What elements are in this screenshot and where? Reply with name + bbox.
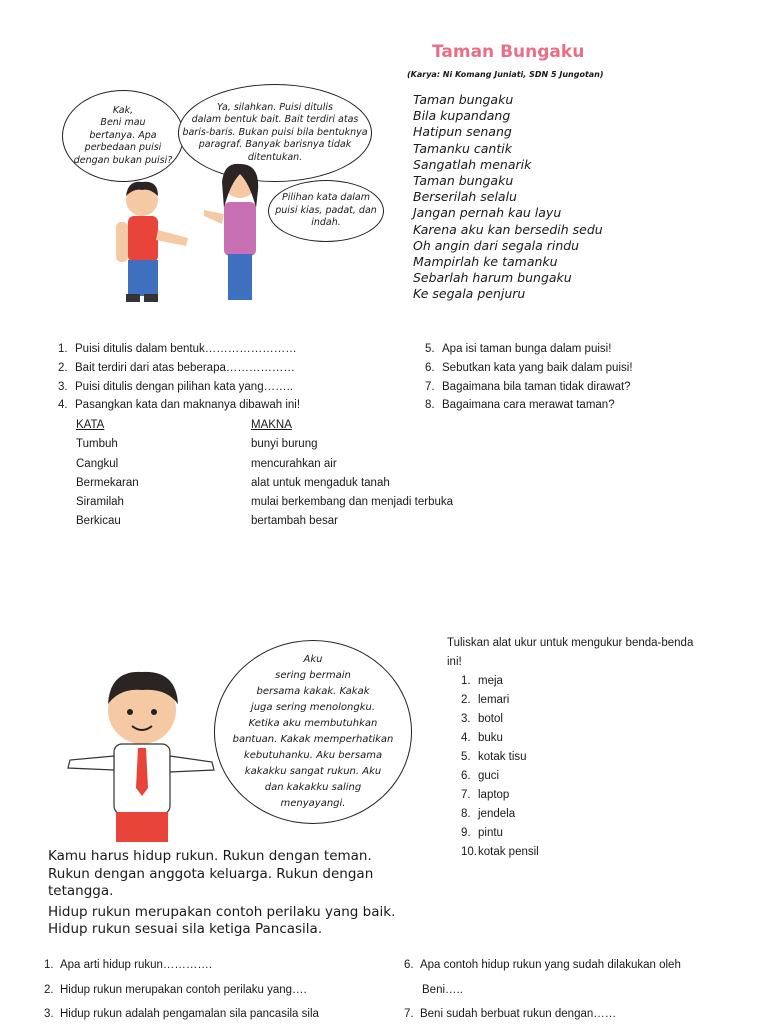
question-item: 8. Bagaimana cara merawat taman?: [425, 399, 615, 412]
rukun-text: [48, 848, 395, 942]
list-item: 8. jendela: [461, 808, 516, 820]
speech-bubble-girl: Ya, silahkan. Puisi ditulis dalam bentuk bait. Bait terdiri atas baris-baris. Bukan puisi bila bentuknya paragraf. Banyak barisnya tidak ditentukan.: [178, 84, 372, 182]
question-item: 1. Puisi ditulis dalam bentuk……………………: [58, 343, 297, 355]
poem-line: Taman bungaku: [413, 173, 514, 189]
poem-line: Hatipun senang: [413, 124, 512, 140]
matching-table: [76, 416, 453, 532]
question-item: 5. Apa isi taman bunga dalam puisi!: [425, 343, 612, 355]
poem-line: Oh angin dari segala rindu: [413, 237, 580, 253]
list-item: 6. guci: [461, 770, 500, 782]
poem-line: Sangatlah menarik: [413, 156, 532, 172]
poem-credit: (Karya: Ni Komang Juniati, SDN 5 Jungotan): [407, 70, 604, 79]
speech-bubble-boy: Kak, Beni mau bertanya. Apa perbedaan puisi dengan bukan puisi?: [62, 90, 184, 182]
matching-row: Tumbuh bunyi burung: [76, 438, 318, 451]
question-item: 7. Bagaimana bila taman tidak dirawat?: [425, 380, 631, 393]
question-item: 3. Puisi ditulis dengan pilihan kata yang……..: [58, 380, 293, 393]
poem-line: Taman bungaku: [413, 92, 514, 107]
questions-left: [58, 340, 300, 415]
boy-figure: [116, 182, 188, 302]
tools-section: [447, 634, 693, 862]
question-item: 3. Hidup rukun adalah pengamalan sila pancasila sila: [44, 1008, 319, 1020]
rukun-paragraph: Kamu harus hidup rukun. Rukun dengan teman. Rukun dengan anggota keluarga. Rukun dengan tetangga.: [48, 848, 374, 899]
question-item: 6. Sebutkan kata yang baik dalam puisi!: [425, 361, 633, 374]
list-item: 4. buku: [461, 732, 503, 744]
questions-right: [425, 340, 633, 415]
poem-line: Tamanku cantik: [413, 140, 512, 156]
matching-header: [76, 416, 453, 435]
speech-bubble-boy-story: Aku sering bermain bersama kakak. Kakak juga sering menolongku. Ketika aku membutuhkan bantuan. Kakak memperhatikan kebutuhanku. Aku bersama kakakku sangat rukun. Aku dan kakakku saling menyayangi.: [214, 640, 412, 824]
list-item: 2. lemari: [461, 694, 510, 706]
poem-line: Ke segala penjuru: [413, 286, 526, 302]
list-item: 7. laptop: [461, 789, 510, 801]
poem-line: Jangan pernah kau layu: [413, 205, 562, 221]
list-item: 5. kotak tisu: [461, 751, 527, 763]
poem-line: Mampirlah ke tamanku: [413, 254, 558, 270]
matching-row: Bermekaran alat untuk mengaduk tanah: [76, 476, 390, 489]
list-item: 9. pintu: [461, 827, 503, 839]
poem-line: Berserilah selalu: [413, 189, 517, 205]
list-item: 10.kotak pensil: [461, 846, 539, 858]
poem-line: Karena aku kan bersedih sedu: [413, 221, 603, 237]
rukun-paragraph: Hidup rukun merupakan contoh perilaku yang baik. Hidup rukun sesuai sila ketiga Pancasila.: [48, 903, 396, 937]
tools-instruction-cont: ini!: [447, 656, 462, 668]
question-item: 2. Bait terdiri dari atas beberapa………………: [58, 361, 295, 374]
speech-bubble-girl-note: Pilihan kata dalam puisi kias, padat, dan indah.: [268, 180, 384, 242]
question-item: 7. Beni sudah berbuat rukun dengan……: [404, 1008, 617, 1020]
tools-instruction: Tuliskan alat ukur untuk mengukur benda-benda: [447, 637, 694, 649]
boy-uniform-illustration: [62, 660, 222, 842]
question-item: 4. Pasangkan kata dan maknanya dibawah ini!: [58, 399, 301, 412]
poem-line: Sebarlah harum bungaku: [413, 270, 572, 286]
question-item: 1. Apa arti hidup rukun………….: [44, 959, 213, 971]
header-kata: KATA: [76, 419, 105, 431]
matching-row: Siramilah mulai berkembang dan menjadi terbuka: [76, 496, 454, 509]
matching-row: Cangkul mencurahkan air: [76, 457, 337, 470]
girl-figure: [204, 164, 258, 300]
question-item: 2. Hidup rukun merupakan contoh perilaku yang….: [44, 984, 307, 996]
poem-line: Bila kupandang: [413, 108, 511, 124]
tools-list: [447, 672, 693, 862]
poem-body: [413, 92, 603, 303]
poem-title: Taman Bungaku: [432, 42, 585, 62]
children-illustration: [100, 160, 280, 305]
header-makna: MAKNA: [251, 419, 292, 431]
list-item: 1. meja: [461, 675, 503, 687]
question-item: 6. Apa contoh hidup rukun yang sudah dilakukan oleh: [404, 959, 681, 971]
matching-row: Berkicau bertambah besar: [76, 515, 338, 528]
list-item: 3. botol: [461, 713, 503, 725]
question-item-cont: Beni…..: [422, 984, 463, 996]
